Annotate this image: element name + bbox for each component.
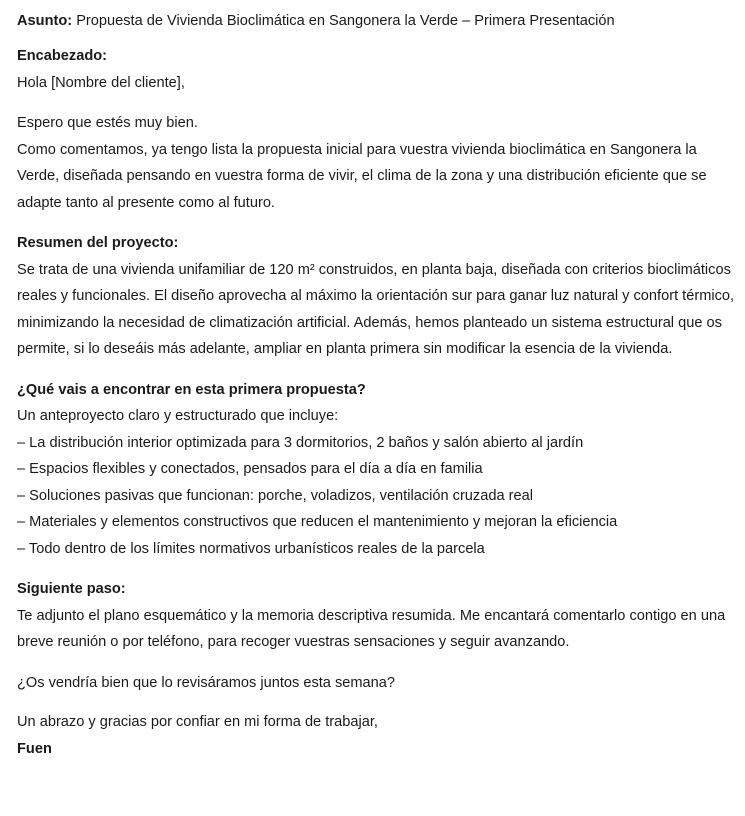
closing-text: Un abrazo y gracias por confiar en mi forma de trabajar, — [17, 714, 378, 730]
signature: Fuen — [17, 740, 52, 757]
proposal-section — [17, 377, 739, 563]
intro-paragraph: Como comentamos, ya tengo lista la propuesta inicial para vuestra vivienda bioclimática en Sangonera la Verde, diseñada pensando en vuestra forma de vivir, el clima de la zona y una distribución eficiente que se adapte tanto al presente como al futuro. — [17, 141, 707, 211]
greeting-text: Hola [Nombre del cliente], — [17, 74, 185, 91]
summary-heading: Resumen del proyecto: — [17, 235, 179, 251]
summary-paragraph: Se trata de una vivienda unifamiliar de 120 m² construidos, en planta baja, diseñada con criterios bioclimáticos reales y funcionales. El diseño aprovecha al máximo la orientación sur para ganar luz natural y confort térmico, minimizando la necesidad de climatización artificial. Además, hemos planteado un sistema estructural que os permite, si lo deseáis más adelante, ampliar en planta primera sin modificar la esencia de la vivienda. — [17, 261, 735, 357]
greeting-section — [17, 43, 739, 96]
next-step-heading: Siguiente paso: — [17, 581, 126, 597]
question-line: ¿Os vendría bien que lo revisáramos juntos esta semana? — [17, 674, 396, 691]
proposal-heading: ¿Qué vais a encontrar en esta primera propuesta? — [17, 381, 366, 398]
subject-text: Propuesta de Vivienda Bioclimática en Sangonera la Verde – Primera Presentación — [76, 13, 615, 29]
list-item: – Espacios flexibles y conectados, pensados para el día a día en familia — [17, 461, 483, 477]
intro-section — [17, 110, 739, 216]
next-step-paragraph: Te adjunto el plano esquemático y la memoria descriptiva resumida. Me encantará comentarlo contigo en una breve reunión o por teléfono, para recoger vuestras sensaciones y seguir avanzando. — [17, 607, 726, 650]
list-item: – Soluciones pasivas que funcionan: porche, voladizos, ventilación cruzada real — [17, 487, 533, 504]
proposal-intro: Un anteproyecto claro y estructurado que incluye: — [17, 408, 339, 424]
list-item: – Todo dentro de los límites normativos urbanísticos reales de la parcela — [17, 540, 485, 557]
subject-label: Asunto: — [17, 13, 73, 29]
next-step-section — [17, 576, 739, 656]
greeting-heading: Encabezado: — [17, 48, 108, 64]
closing-section — [17, 709, 739, 762]
list-item: – La distribución interior optimizada para 3 dormitorios, 2 baños y salón abierto al jardín — [17, 434, 584, 451]
summary-section — [17, 230, 739, 363]
list-item: – Materiales y elementos constructivos que reducen el mantenimiento y mejoran la eficiencia — [17, 514, 618, 530]
subject-line — [17, 10, 739, 32]
intro-line: Espero que estés muy bien. — [17, 115, 198, 131]
